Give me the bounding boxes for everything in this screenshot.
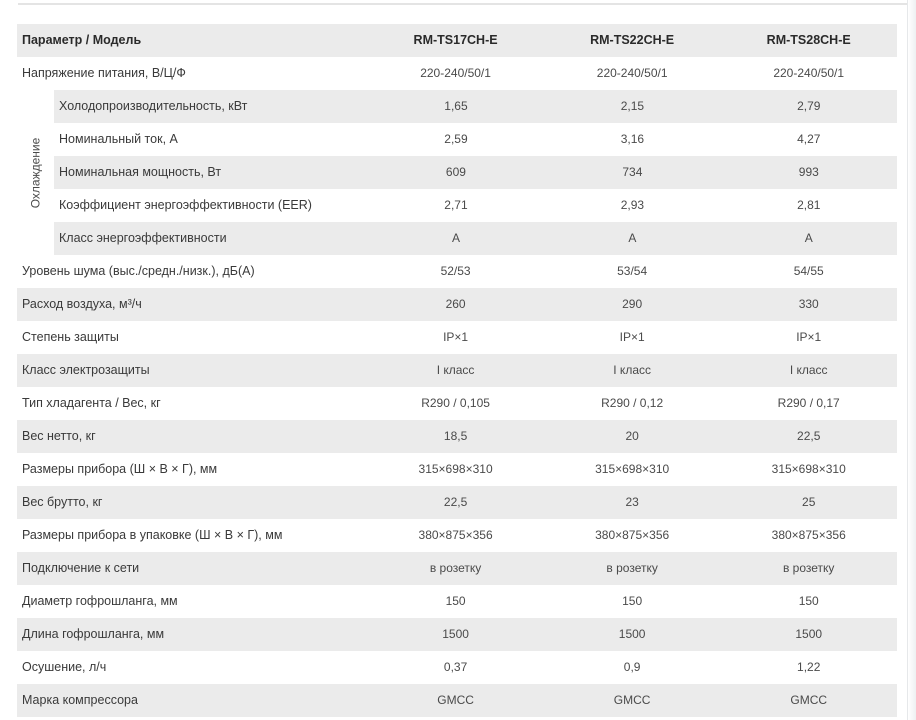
- table-header-row: [17, 24, 897, 57]
- row-value-model-1: I класс: [436, 363, 475, 377]
- row-value-model-3: I класс: [789, 363, 828, 377]
- table-row: [17, 387, 897, 420]
- row-label: Вес брутто, кг: [22, 495, 103, 509]
- row-value-model-2: GMCC: [613, 693, 651, 707]
- row-value-model-2: R290 / 0,12: [601, 396, 664, 410]
- row-value-model-1: 380×875×356: [418, 528, 493, 542]
- header-param: Параметр / Модель: [22, 33, 142, 47]
- row-value-model-1: 1500: [442, 627, 469, 641]
- row-value-model-2: IP×1: [619, 330, 645, 344]
- row-value-model-1: 150: [445, 594, 466, 608]
- table-row: [17, 585, 897, 618]
- cooling-group: [17, 90, 897, 255]
- row-value-model-2: 2,15: [620, 99, 645, 113]
- row-value-model-1: 2,71: [444, 198, 468, 212]
- row-value-model-2: 53/54: [617, 264, 648, 278]
- row-value-model-1: 220-240/50/1: [420, 66, 491, 80]
- row-value-model-2: 734: [622, 165, 643, 179]
- table-row: [17, 651, 897, 684]
- row-value-model-2: 0,9: [623, 660, 641, 674]
- row-value-model-1: 2,59: [444, 132, 468, 146]
- row-value-model-3: A: [804, 231, 813, 245]
- row-value-model-3: 993: [798, 165, 819, 179]
- row-label: Вес нетто, кг: [22, 429, 96, 443]
- table-row: [17, 255, 897, 288]
- row-value-model-1: 609: [445, 165, 466, 179]
- row-value-model-3: 2,79: [797, 99, 821, 113]
- row-label: Номинальный ток, А: [59, 132, 178, 146]
- row-value-model-1: A: [451, 231, 460, 245]
- row-value-model-1: R290 / 0,105: [421, 396, 490, 410]
- row-label: Уровень шума (выс./средн./низк.), дБ(А): [22, 264, 255, 278]
- row-value-model-3: R290 / 0,17: [777, 396, 840, 410]
- table-row: [17, 486, 897, 519]
- table-row: [17, 552, 897, 585]
- row-label: Номинальная мощность, Вт: [59, 165, 222, 179]
- row-value-model-2: 380×875×356: [595, 528, 670, 542]
- table-row: [17, 684, 897, 717]
- row-value-model-2: 20: [625, 429, 639, 443]
- row-label: Осушение, л/ч: [22, 660, 107, 674]
- row-value-model-3: в розетку: [782, 561, 835, 575]
- row-value-model-1: IP×1: [443, 330, 469, 344]
- table-row: [17, 90, 897, 123]
- row-value-model-1: 18,5: [443, 429, 468, 443]
- header-model-3: RM-TS28CH-E: [766, 33, 851, 47]
- row-value-model-2: 150: [622, 594, 643, 608]
- row-value-model-2: в розетку: [606, 561, 658, 575]
- row-value-model-3: 22,5: [797, 429, 821, 443]
- row-value-model-3: 4,27: [797, 132, 821, 146]
- table-row: [17, 189, 897, 222]
- row-value-model-2: 2,93: [620, 198, 645, 212]
- row-label: Подключение к сети: [22, 561, 140, 575]
- row-label: Класс энергоэффективности: [59, 231, 227, 245]
- row-value-model-2: 290: [622, 297, 643, 311]
- row-value-model-1: 22,5: [443, 495, 468, 509]
- row-value-model-2: 3,16: [620, 132, 645, 146]
- spec-table: [17, 24, 897, 717]
- table-row: [17, 222, 897, 255]
- row-value-model-3: GMCC: [790, 693, 828, 707]
- row-label: Размеры прибора (Ш × В × Г), мм: [22, 462, 218, 476]
- row-label: Напряжение питания, В/Ц/Ф: [22, 66, 186, 80]
- table-row: [17, 57, 897, 90]
- row-label: Длина гофрошланга, мм: [22, 627, 165, 641]
- row-value-model-2: A: [628, 231, 637, 245]
- table-row: [17, 420, 897, 453]
- row-value-model-3: 150: [798, 594, 819, 608]
- header-model-2: RM-TS22CH-E: [590, 33, 675, 47]
- row-value-model-3: 2,81: [797, 198, 821, 212]
- row-value-model-1: 1,65: [444, 99, 468, 113]
- cooling-group-label-wrap: [17, 90, 54, 255]
- cooling-group-label: Охлаждение: [28, 137, 43, 208]
- row-value-model-3: 1,22: [797, 660, 821, 674]
- row-value-model-2: I класс: [613, 363, 651, 377]
- row-value-model-2: 23: [625, 495, 639, 509]
- table-row: [17, 123, 897, 156]
- row-value-model-3: 54/55: [793, 264, 824, 278]
- table-row: [17, 453, 897, 486]
- row-label: Степень защиты: [22, 330, 119, 344]
- row-value-model-3: 330: [798, 297, 819, 311]
- page-edge-strip: [907, 0, 916, 720]
- row-value-model-2: 1500: [618, 627, 646, 641]
- row-value-model-1: 52/53: [440, 264, 471, 278]
- header-model-1: RM-TS17CH-E: [413, 33, 498, 47]
- row-value-model-3: 380×875×356: [771, 528, 846, 542]
- top-divider: [18, 3, 908, 5]
- table-row: [17, 354, 897, 387]
- row-value-model-3: 220-240/50/1: [773, 66, 845, 80]
- row-value-model-3: 1500: [795, 627, 823, 641]
- row-label: Коэффициент энергоэффективности (EER): [59, 198, 312, 212]
- table-row: [17, 519, 897, 552]
- row-label: Класс электрозащиты: [22, 363, 150, 377]
- row-label: Тип хладагента / Вес, кг: [22, 396, 161, 410]
- table-row: [17, 156, 897, 189]
- row-value-model-3: 25: [802, 495, 816, 509]
- table-row: [17, 618, 897, 651]
- row-value-model-1: 315×698×310: [418, 462, 493, 476]
- row-label: Размеры прибора в упаковке (Ш × В × Г), мм: [22, 528, 283, 542]
- row-value-model-1: в розетку: [429, 561, 482, 575]
- row-label: Расход воздуха, м³/ч: [22, 297, 142, 311]
- row-label: Марка компрессора: [22, 693, 138, 707]
- row-value-model-2: 315×698×310: [595, 462, 670, 476]
- row-value-model-1: 0,37: [443, 660, 468, 674]
- row-value-model-3: 315×698×310: [771, 462, 846, 476]
- row-value-model-1: GMCC: [437, 693, 474, 707]
- row-value-model-3: IP×1: [796, 330, 822, 344]
- table-row: [17, 288, 897, 321]
- table-row: [17, 321, 897, 354]
- row-label: Холодопроизводительность, кВт: [59, 99, 248, 113]
- row-label: Диаметр гофрошланга, мм: [22, 594, 178, 608]
- row-value-model-1: 260: [445, 297, 466, 311]
- row-value-model-2: 220-240/50/1: [596, 66, 668, 80]
